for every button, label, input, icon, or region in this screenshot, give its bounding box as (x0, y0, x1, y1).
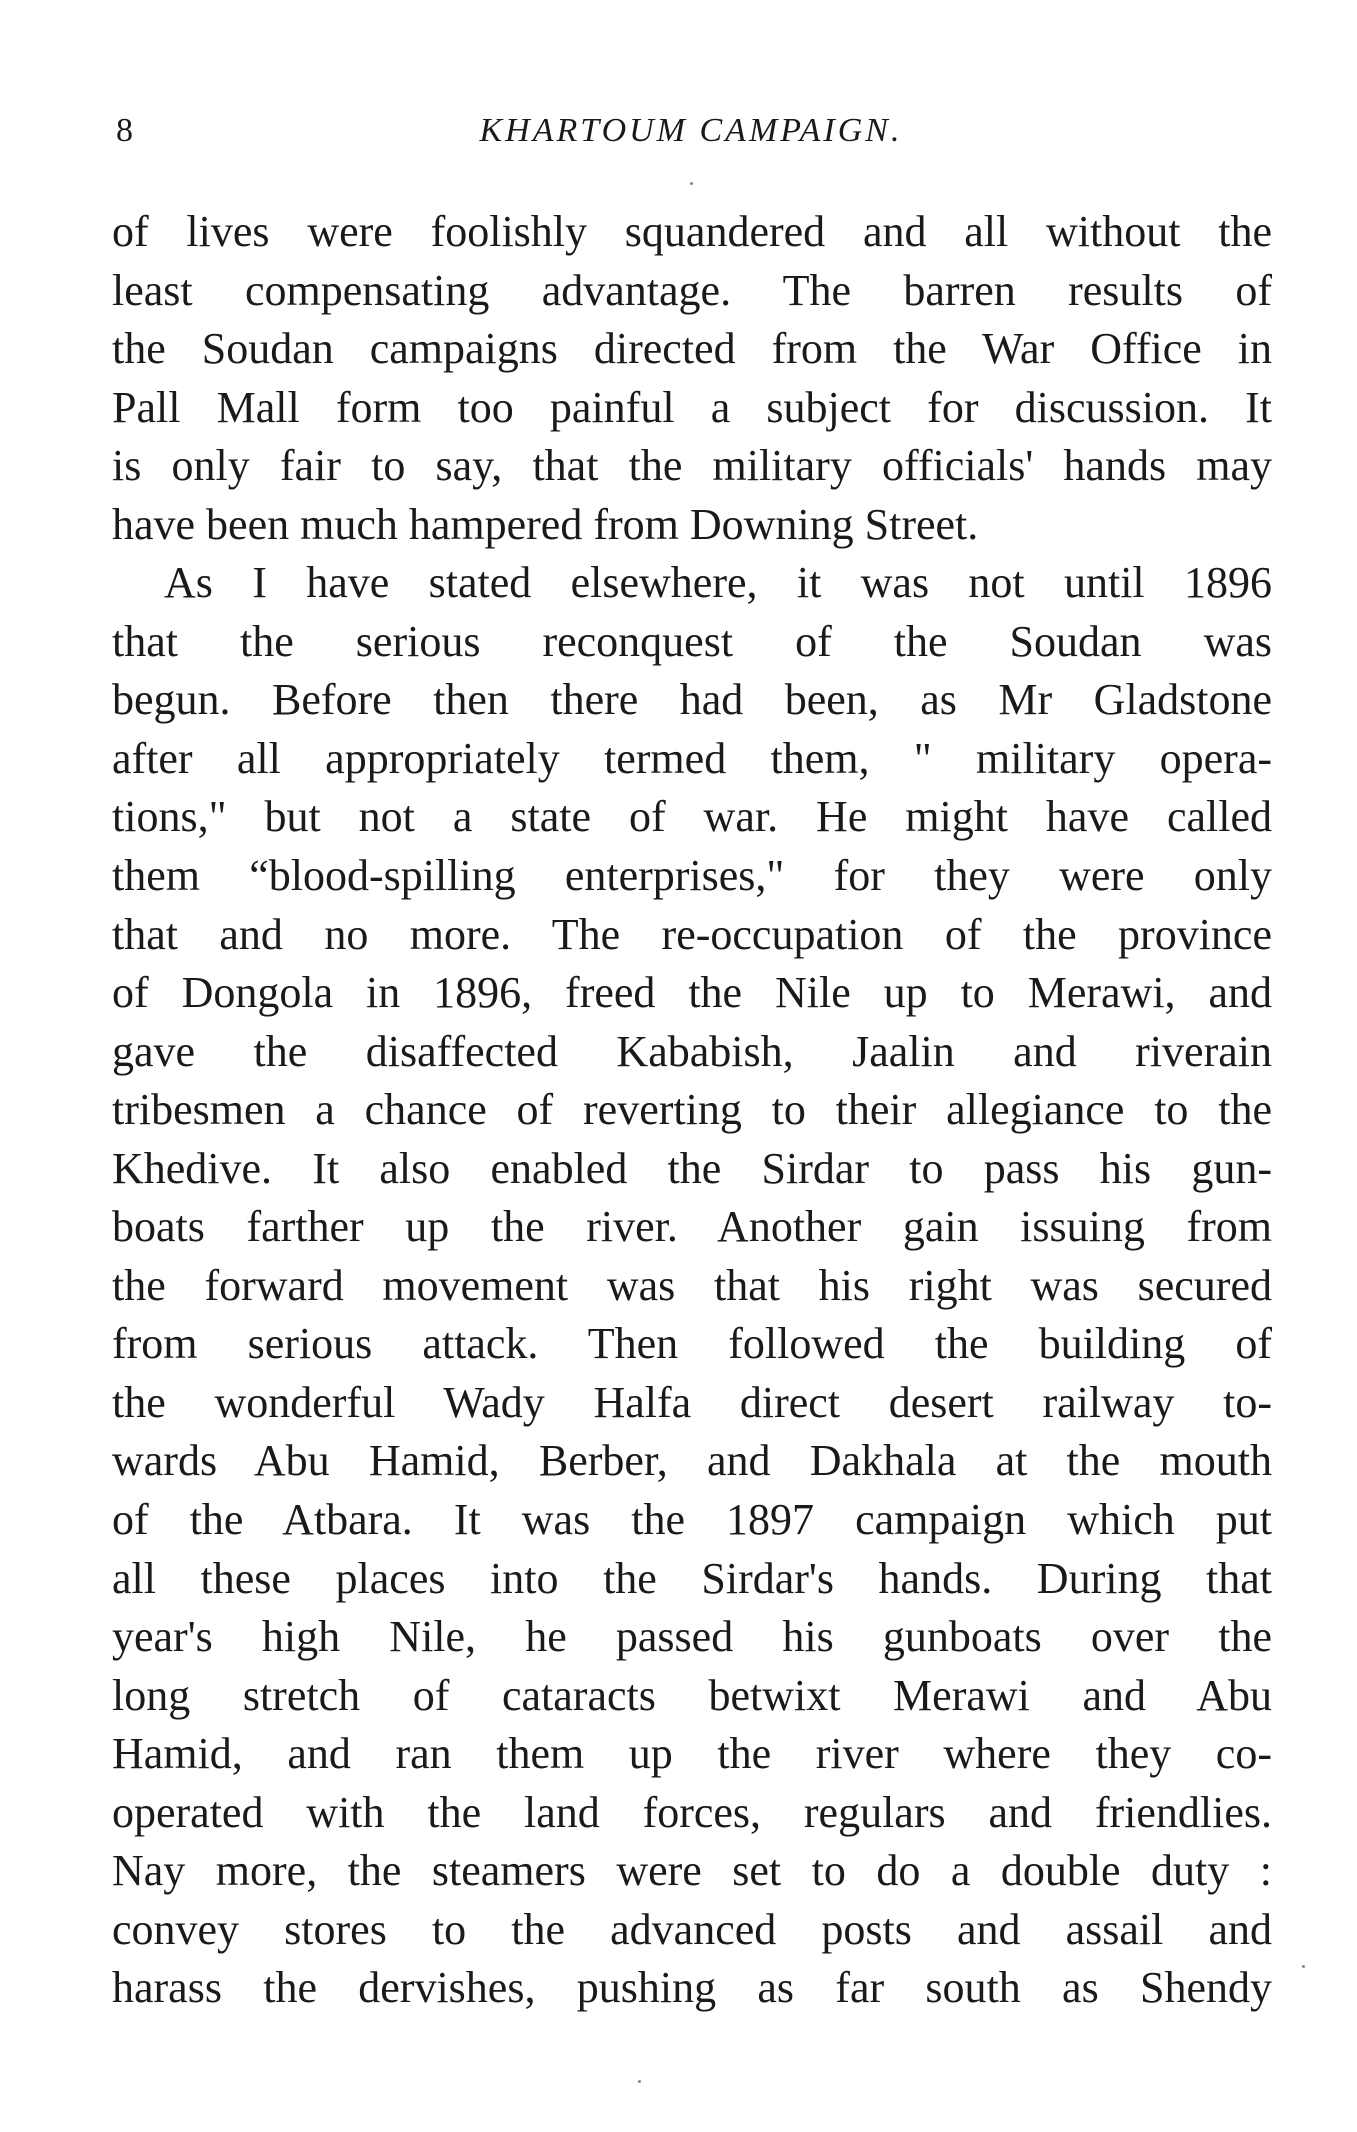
text-line: them “blood-spilling enterprises," for they were only (112, 851, 1272, 901)
text-line: the wonderful Wady Halfa direct desert railway to- (112, 1377, 1272, 1427)
text-line: harass the dervishes, pushing as far south as Shendy (112, 1963, 1272, 2013)
text-line: have been much hampered from Downing Street. (112, 499, 979, 549)
text-line: gave the disaffected Kababish, Jaalin and riverain (112, 1026, 1272, 1076)
text-line: the forward movement was that his right was secured (112, 1260, 1272, 1310)
paragraph-start-line: As I have stated elsewhere, it was not until 1896 (164, 558, 1272, 608)
running-title: KHARTOUM CAMPAIGN. (479, 112, 903, 149)
page-number: 8 (116, 112, 133, 149)
text-line: of the Atbara. It was the 1897 campaign which put (112, 1495, 1272, 1545)
text-line: convey stores to the advanced posts and assail and (112, 1904, 1272, 1954)
paper-speck (690, 182, 693, 185)
text-line: after all appropriately termed them, " military opera- (112, 733, 1272, 783)
text-line: that the serious reconquest of the Soudan was (112, 616, 1272, 666)
text-line: that and no more. The re-occupation of the province (112, 909, 1272, 959)
text-line: Pall Mall form too painful a subject for discussion. It (112, 382, 1272, 432)
paper-speck (1302, 1965, 1305, 1968)
text-line: of Dongola in 1896, freed the Nile up to Merawi, and (112, 968, 1272, 1018)
body-text (112, 203, 1272, 2018)
text-line: from serious attack. Then followed the building of (112, 1319, 1272, 1369)
text-line: long stretch of cataracts betwixt Merawi and Abu (112, 1670, 1272, 1720)
text-line: all these places into the Sirdar's hands. During that (112, 1553, 1272, 1603)
paper-speck (638, 2080, 641, 2083)
text-line: of lives were foolishly squandered and all without the (112, 207, 1272, 256)
text-line: operated with the land forces, regulars and friendlies. (112, 1787, 1272, 1837)
text-line: Hamid, and ran them up the river where they co- (112, 1729, 1272, 1779)
text-line: wards Abu Hamid, Berber, and Dakhala at the mouth (112, 1436, 1272, 1486)
text-line: begun. Before then there had been, as Mr Gladstone (112, 675, 1272, 725)
text-line: least compensating advantage. The barren results of (112, 265, 1272, 315)
text-line: tribesmen a chance of reverting to their allegiance to the (112, 1085, 1272, 1135)
text-line: year's high Nile, he passed his gunboats over the (112, 1612, 1272, 1662)
text-line: tions," but not a state of war. He might have called (112, 792, 1272, 842)
text-line: is only fair to say, that the military officials' hands may (112, 441, 1272, 491)
text-line: the Soudan campaigns directed from the War Office in (112, 324, 1272, 374)
text-line: Khedive. It also enabled the Sirdar to pass his gun- (112, 1143, 1272, 1193)
text-line: boats farther up the river. Another gain issuing from (112, 1202, 1272, 1252)
text-line: Nay more, the steamers were set to do a double duty : (112, 1846, 1272, 1896)
running-header (110, 108, 1272, 154)
